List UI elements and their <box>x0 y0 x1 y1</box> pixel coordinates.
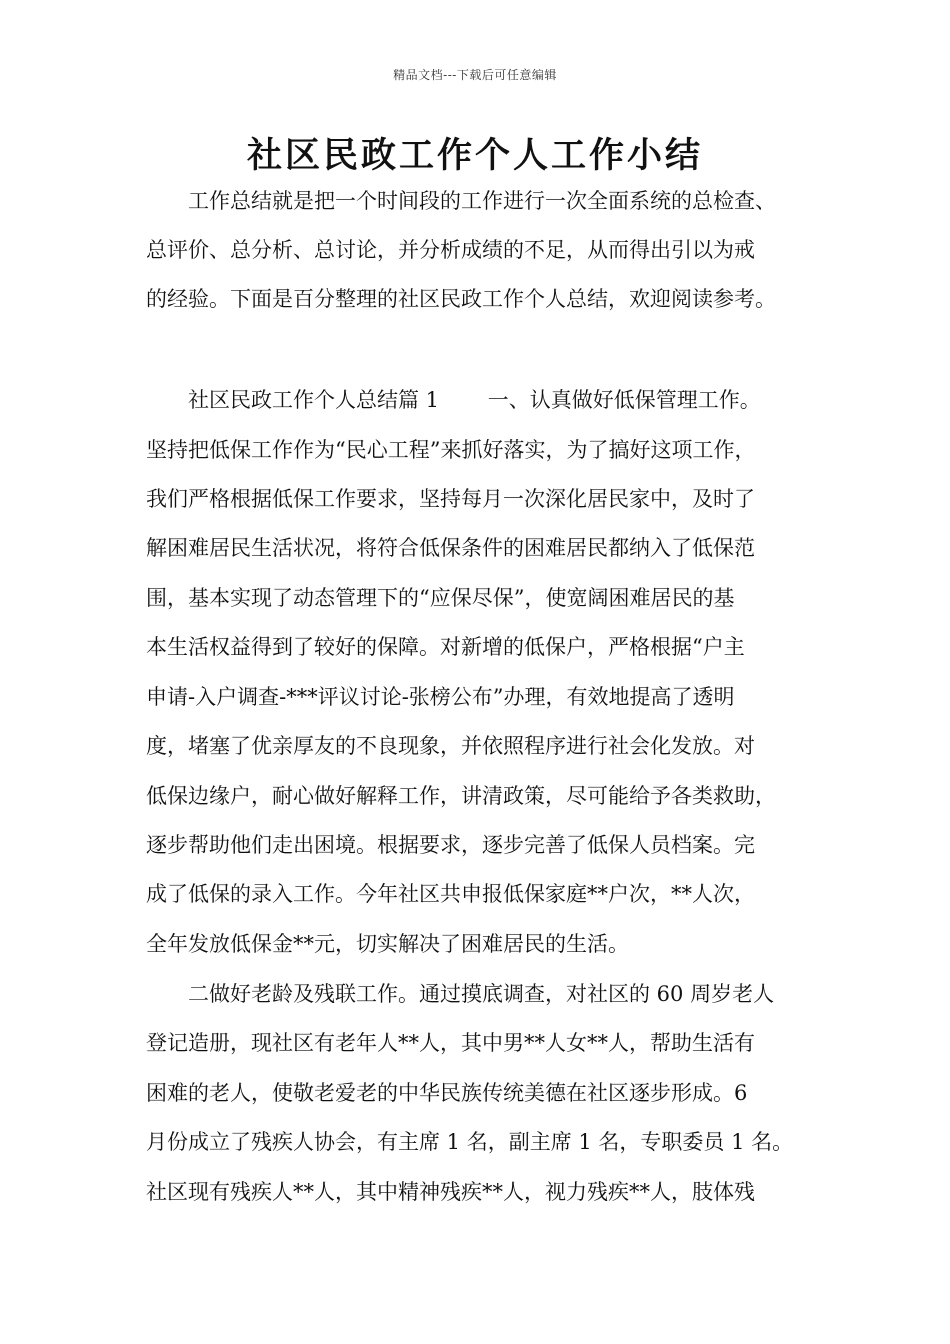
body-line: 工作总结就是把一个时间段的工作进行一次全面系统的总检查、 <box>146 189 776 213</box>
body-line: 围，基本实现了动态管理下的“应保尽保”，使宽阔困难居民的基 <box>146 586 735 610</box>
body-line: 成了低保的录入工作。今年社区共申报低保家庭**户次，**人次， <box>146 882 755 906</box>
body-line: 社区民政工作个人总结篇 1 一、认真做好低保管理工作。 <box>146 388 761 412</box>
page-title: 社区民政工作个人工作小结 <box>246 135 703 176</box>
body-line: 我们严格根据低保工作要求，坚持每月一次深化居民家中，及时了 <box>146 487 755 511</box>
header-note: 精品文档---下载后可任意编辑 <box>393 68 557 82</box>
body-line: 度，堵塞了优亲厚友的不良现象，并依照程序进行社会化发放。对 <box>146 734 755 758</box>
body-line: 坚持把低保工作作为“民心工程”来抓好落实，为了搞好这项工作， <box>146 438 756 462</box>
body-line: 月份成立了残疾人协会，有主席 1 名，副主席 1 名，专职委员 1 名。 <box>146 1130 794 1154</box>
body-line: 总评价、总分析、总讨论，并分析成绩的不足，从而得出引以为戒 <box>146 238 755 262</box>
body-line: 困难的老人，使敬老爱老的中华民族传统美德在社区逐步形成。6 <box>146 1081 748 1105</box>
body-line: 社区现有残疾人**人，其中精神残疾**人，视力残疾**人，肢体残 <box>146 1180 755 1204</box>
body-line: 的经验。下面是百分整理的社区民政工作个人总结，欢迎阅读参考。 <box>146 287 776 311</box>
body-line: 解困难居民生活状况，将符合低保条件的困难居民都纳入了低保范 <box>146 536 755 560</box>
body-line: 逐步帮助他们走出困境。根据要求，逐步完善了低保人员档案。完 <box>146 833 755 857</box>
body-line: 全年发放低保金**元，切实解决了困难居民的生活。 <box>146 932 629 956</box>
body-line: 二做好老龄及残联工作。通过摸底调查，对社区的 60 周岁老人 <box>146 982 775 1006</box>
body-line: 申请-入户调查-***评议讨论-张榜公布”办理，有效地提高了透明 <box>146 685 735 709</box>
body-line: 登记造册，现社区有老年人**人，其中男**人女**人，帮助生活有 <box>146 1031 755 1055</box>
body-line: 低保边缘户，耐心做好解释工作，讲清政策，尽可能给予各类救助， <box>146 784 776 808</box>
body-line: 本生活权益得到了较好的保障。对新增的低保户，严格根据“户主 <box>146 635 745 659</box>
